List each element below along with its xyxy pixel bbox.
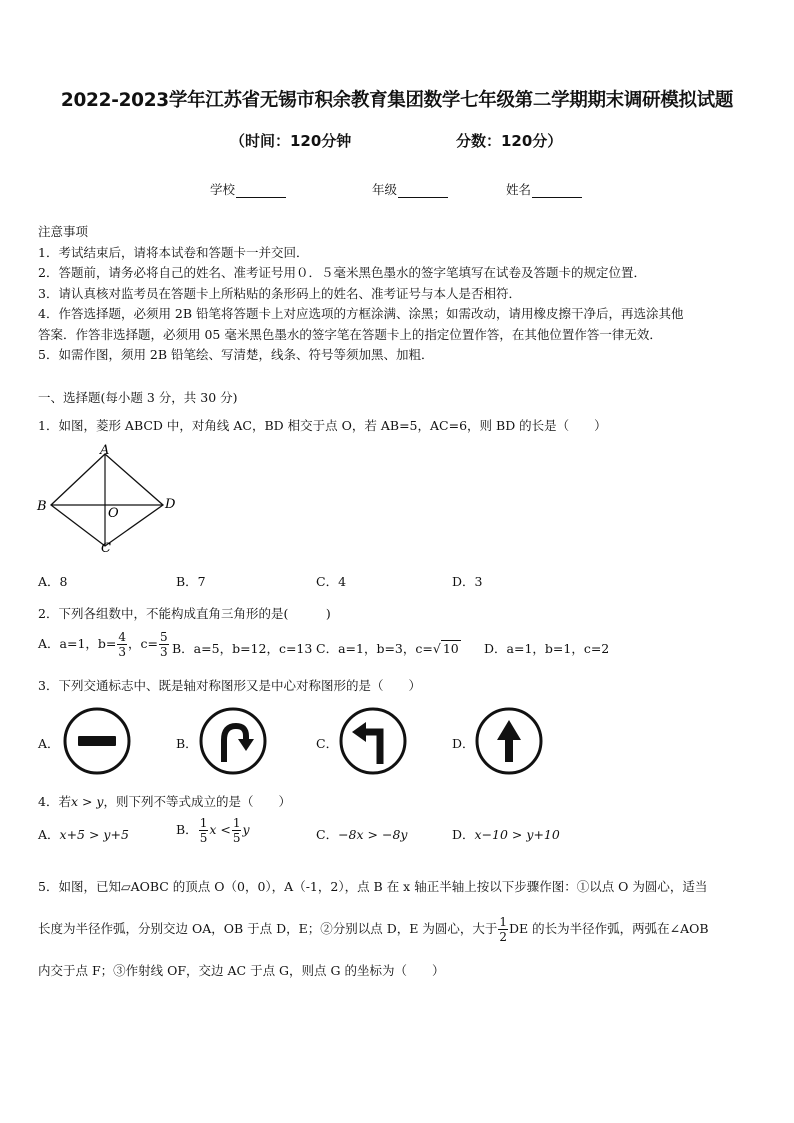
school-field[interactable] [210,180,286,198]
option-d-expr: x−10 > y+10 [474,827,560,842]
q5-line-2 [38,908,760,950]
option-a-label[interactable]: A． [38,736,60,751]
exam-subtitle [0,130,794,152]
label-d: D [165,497,176,512]
section-heading: 一、选择题(每小题 3 分，共 30 分) [38,390,238,405]
q4-condition: x > y [70,794,104,809]
denominator: 3 [160,645,168,659]
option-b-label[interactable]: B． [176,736,198,751]
exam-title: 2022-2023学年江苏省无锡市积余教育集团数学七年级第二学期期末调研模拟试题 [60,90,734,111]
fraction [159,630,169,659]
denominator: 5 [199,831,208,845]
option-c[interactable] [316,825,407,843]
note-item: 答案．作答非选择题，必须用 05 毫米黑色墨水的签字笔在答题卡上的指定位置作答，在其他位置作答一律无效． [38,326,662,342]
q5-line-3: 内交于点 F；③作射线 OF，交边 AC 于点 G，则点 G 的坐标为（ ） [38,963,445,978]
option-d-label: D． [452,827,475,842]
option-b[interactable]: B．7 [176,574,206,589]
rhombus-figure [32,444,182,556]
option-b-label: B． [176,822,198,837]
student-info-fields [0,180,794,202]
note-item: 2．答题前，请务必将自己的姓名、准考证号用０．５毫米黑色墨水的签字笔填写在试卷及答题卡的规定位置． [38,265,646,280]
question-4-text [38,792,291,810]
fraction [232,816,242,845]
rhombus-outline [51,454,163,546]
option-a-label: A． [38,827,60,842]
label-c: C [101,541,111,556]
question-2-options [38,630,778,666]
name-blank[interactable] [532,183,582,198]
option-d[interactable] [452,825,560,843]
grade-label: 年级 [372,182,398,197]
option-d-label[interactable]: D． [452,736,475,751]
option-a[interactable] [38,825,129,843]
question-3-text: 3．下列交通标志中、既是轴对称图形又是中心对称图形的是（ ） [38,678,421,693]
option-b-y: y [242,822,250,837]
denominator: 2 [499,930,508,944]
note-item: 3．请认真核对监考员在答题卡上所粘贴的条形码上的姓名、准考证号与本人是否相符． [38,285,521,301]
fraction [498,915,508,944]
option-a-expr: x+5 > y+5 [59,827,129,842]
numerator: 1 [232,816,241,830]
u-turn-right-sign-icon[interactable] [198,706,268,776]
sqrt-sign: √ [432,641,441,656]
note-item: 1．考试结束后，请将本试卷和答题卡一并交回． [38,244,309,260]
option-b[interactable] [176,816,250,845]
numerator: 5 [160,630,168,644]
grade-field[interactable] [372,180,448,198]
option-c-label[interactable]: C． [316,736,339,751]
question-1-text: 1．如图，菱形 ABCD 中，对角线 AC，BD 相交于点 O，若 AB=5，AC=6，则 BD 的长是（ ） [38,418,607,433]
question-3-options [38,704,778,778]
denominator: 5 [232,831,241,845]
q5-line-2-post: DE 的长为半径作弧，两弧在∠AOB [509,921,709,936]
option-d[interactable]: D．a=1，b=1，c=2 [484,641,610,656]
option-a[interactable] [38,630,170,659]
time-limit: （时间：120分钟 [230,132,352,150]
total-score: 分数：120分） [456,132,563,150]
turn-left-sign-icon[interactable] [338,706,408,776]
option-c-prefix: C．a=1，b=3，c= [316,641,433,656]
note-item: 4．作答选择题，必须用 2B 铅笔将答题卡上对应选项的方框涂满、涂黑；如需改动，请用橡皮擦干净后，再选涂其他 [38,306,684,321]
notes-section [38,222,760,366]
numerator: 1 [499,915,508,929]
question-1-options [38,572,778,590]
q4-pre: 4．若 [38,794,71,809]
option-a-prefix: A．a=1，b= [38,636,117,651]
no-entry-sign-icon[interactable] [62,706,132,776]
option-c[interactable]: C．4 [316,574,347,589]
notes-heading: 注意事项 [38,224,89,239]
option-a[interactable]: A．8 [38,574,68,589]
question-2-text: 2．下列各组数中，不能构成直角三角形的是( ) [38,606,331,621]
grade-blank[interactable] [398,183,448,198]
option-b-x: x < [209,822,231,837]
fraction [117,630,127,659]
option-b[interactable]: B．a=5，b=12，c=13 [172,641,313,656]
numerator: 1 [199,816,208,830]
q4-post: ，则下列不等式成立的是（ ） [103,794,292,809]
option-c[interactable] [316,639,461,657]
label-a: A [100,444,110,458]
denominator: 3 [118,645,127,659]
q5-line-1: 5．如图，已知▱AOBC 的顶点 O（0，0），A（-1，2），点 B 在 x 轴正半轴上按以下步骤作图：①以点 O 为圆心，适当 [38,879,708,894]
option-c-label: C． [316,827,339,842]
option-a-mid: ，c= [128,636,159,651]
school-label: 学校 [210,182,236,197]
numerator: 4 [118,630,127,644]
fraction [199,816,209,845]
name-label: 姓名 [506,182,532,197]
question-5-text [38,866,760,992]
q5-line-2-pre: 长度为半径作弧，分别交边 OA，OB 于点 D，E；②分别以点 D，E 为圆心，大于 [38,921,498,936]
label-b: B [37,499,47,514]
note-item: 5．如需作图，须用 2B 铅笔绘、写清楚，线条、符号等须加黑、加粗． [38,347,434,362]
school-blank[interactable] [236,183,286,198]
name-field[interactable] [506,180,582,198]
radicand: 10 [442,641,459,656]
question-4-options [38,816,778,852]
option-d[interactable]: D．3 [452,574,483,589]
straight-arrow-sign-icon[interactable] [474,706,544,776]
label-o: O [108,506,119,521]
option-c-expr: −8x > −8y [338,827,408,842]
